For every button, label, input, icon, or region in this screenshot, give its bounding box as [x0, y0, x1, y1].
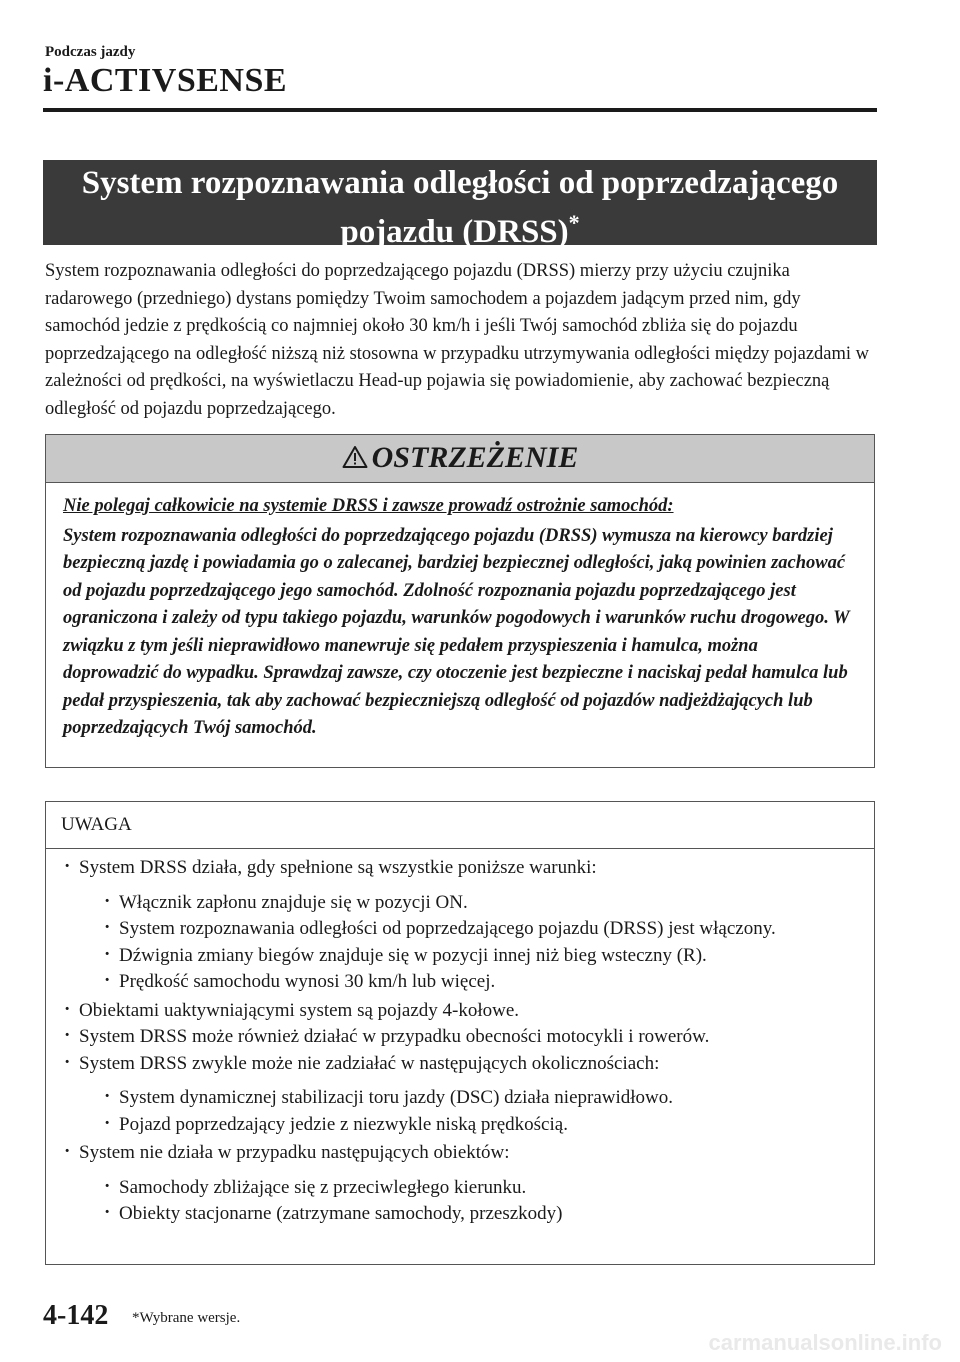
- note-item-text: System DRSS zwykle może nie zadziałać w następujących okolicznościach:: [79, 1052, 660, 1074]
- note-subitem: · Prędkość samochodu wynosi 30 km/h lub więcej.: [100, 969, 858, 996]
- warning-lead: Nie polegaj całkowicie na systemie DRSS i zawsze prowadź ostrożnie samochód:: [63, 496, 674, 516]
- note-subitem: · Włącznik zapłonu znajduje się w pozycji ON.: [100, 890, 858, 917]
- footnote: *Wybrane wersje.: [132, 1310, 241, 1326]
- note-subitem: · Pojazd poprzedzający jedzie z niezwykle niską prędkością.: [100, 1112, 858, 1139]
- warning-text: System rozpoznawania odległości do poprzedzającego pojazdu (DRSS) wymusza na kierowcy bardziej bezpieczną jazdę i powiadamia go o zalecanej, bardziej bezpiecznej odległości, jaką powinien zachować od pojazdu poprzedzającego jego samochód. Zdolność rozpoznania pojazdu poprzedzającego jest ograniczona i zależy od typu takiego pojazdu, warunków pogodowych i warunków ruchu drogowego. W związku z tym jeśli nieprawidłowo manewruje się pedałem przyspieszenia i hamulca, można doprowadzić do wypadku. Sprawdzaj zawsze, czy otoczenie jest bezpieczne i naciskaj pedał hamulca lub pedał przyspieszenia, tak aby zachować bezpieczniejszą odległość od pojazdów nadjeżdżających lub poprzedzających Twój samochód.: [63, 525, 850, 738]
- section-divider: [43, 108, 877, 112]
- note-sublist: [79, 890, 858, 996]
- warning-header: [46, 435, 874, 483]
- note-subitem: · System rozpoznawania odległości od poprzedzającego pojazdu (DRSS) jest włączony.: [100, 916, 858, 943]
- note-item: [60, 1140, 858, 1228]
- note-box: [45, 801, 875, 1265]
- note-item-text: System DRSS działa, gdy spełnione są wszystkie poniższe warunki:: [79, 857, 597, 878]
- warning-title: OSTRZEŻENIE: [371, 441, 579, 474]
- watermark: carmanualsonline.info: [708, 1330, 942, 1355]
- note-subitem: · Obiekty stacjonarne (zatrzymane samochody, przeszkody): [100, 1201, 858, 1228]
- section-title: i-ACTIVSENSE: [43, 62, 288, 99]
- page-number: 4-142: [43, 1300, 109, 1331]
- note-item: [60, 855, 858, 996]
- note-subitem: · System dynamicznej stabilizacji toru jazdy (DSC) działa nieprawidłowo.: [100, 1085, 858, 1112]
- heading-line-2: [43, 203, 877, 252]
- note-item: · System DRSS może również działać w przypadku obecności motocykli i rowerów.: [60, 1024, 858, 1051]
- warning-box: [45, 434, 875, 768]
- note-subitem: · Dźwignia zmiany biegów znajduje się w pozycji innej niż bieg wsteczny (R).: [100, 943, 858, 970]
- breadcrumb: Podczas jazdy: [45, 44, 136, 60]
- note-sublist: [79, 1175, 858, 1228]
- note-body: [46, 849, 874, 1228]
- heading-asterisk: *: [568, 210, 580, 235]
- intro-paragraph: System rozpoznawania odległości do poprzedzającego pojazdu (DRSS) mierzy przy użyciu czujnika radarowego (przedniego) dystans pomiędzy Twoim samochodem a pojazdem jadącym przed nim, gdy samochód jedzie z prędkością co najmniej około 30 km/h i jeśli Twój samochód zbliża się do pojazdu poprzedzającego na odległość niższą niż stosowna w przypadku utrzymywania odległości między pojazdami w zależności od prędkości, na wyświetlaczu Head-up pojawia się powiadomienie, aby zachować bezpieczną odległość od pojazdu poprzedzającego.: [45, 261, 869, 419]
- page-heading: [43, 160, 877, 250]
- note-item: [60, 1051, 858, 1139]
- note-subitem: · Samochody zbliżające się z przeciwległego kierunku.: [100, 1175, 858, 1202]
- note-item-text: System nie działa w przypadku następujących obiektów:: [79, 1142, 510, 1163]
- note-header: UWAGA: [46, 802, 874, 849]
- warning-triangle-icon: [342, 437, 368, 483]
- note-list: [60, 855, 858, 1228]
- note-item: · Obiektami uaktywniającymi system są pojazdy 4-kołowe.: [60, 998, 858, 1025]
- note-sublist: [79, 1085, 858, 1138]
- heading-line-1: System rozpoznawania odległości od poprzedzającego: [81, 165, 839, 201]
- heading-line-2-text: pojazdu (DRSS): [340, 214, 569, 250]
- warning-body: [46, 483, 874, 743]
